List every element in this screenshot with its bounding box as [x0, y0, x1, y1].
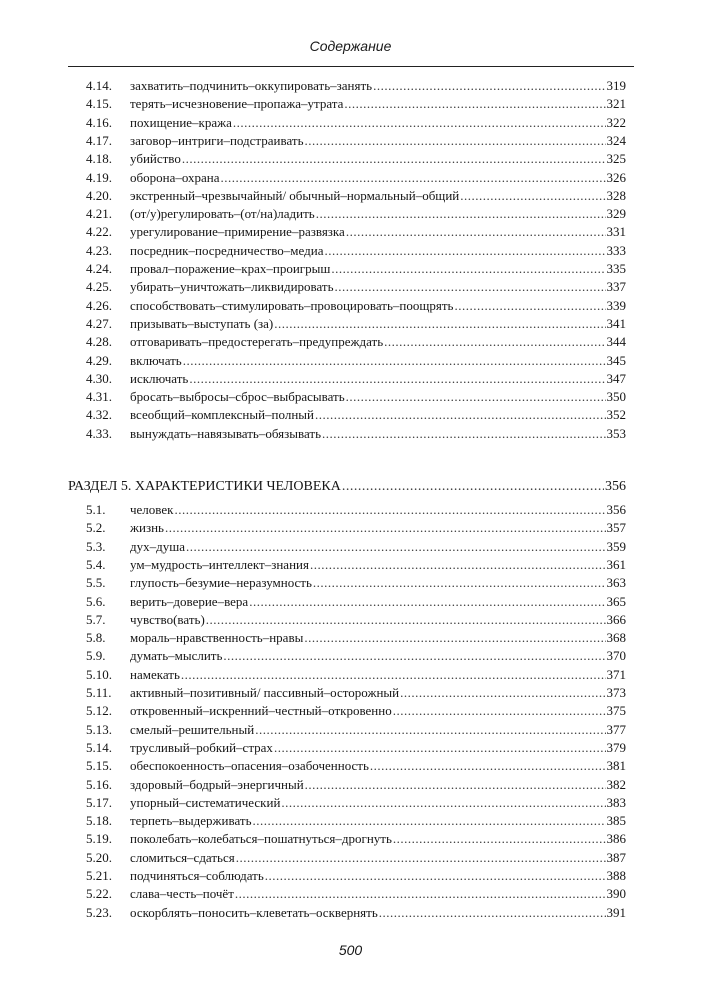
entry-page-number: 324 — [606, 132, 626, 148]
entry-page-number: 353 — [606, 425, 626, 441]
toc-entry[interactable] — [86, 720, 626, 740]
toc-entry[interactable] — [86, 405, 626, 425]
entry-page-number: 391 — [606, 904, 626, 920]
entry-page-number: 356 — [606, 502, 626, 517]
entry-title: (от/у)регулировать–(от/на)ладить — [130, 206, 315, 222]
entry-number: 5.16. — [86, 776, 112, 792]
entry-title: захватить–подчинить–оккупировать–занять — [130, 78, 373, 93]
toc-entry[interactable] — [86, 259, 626, 279]
dot-leader — [342, 477, 604, 497]
entry-page-number: 381 — [606, 758, 626, 774]
dot-leader — [221, 168, 606, 188]
entry-number: 5.21. — [86, 868, 112, 883]
entry-number: 5.17. — [86, 794, 112, 810]
entry-page-number: 390 — [606, 886, 626, 902]
entry-page-number: 331 — [606, 224, 626, 240]
dot-leader — [310, 555, 606, 575]
entry-page-number: 379 — [606, 739, 626, 755]
entry-page-number: 352 — [606, 407, 626, 423]
entry-page-number: 347 — [606, 370, 626, 386]
entry-number: 4.15. — [86, 96, 112, 112]
entry-number: 5.22. — [86, 886, 112, 902]
dot-leader — [255, 720, 605, 740]
entry-title: включать — [130, 352, 182, 368]
dot-leader — [249, 592, 605, 612]
toc-entry[interactable] — [86, 369, 626, 389]
dot-leader — [206, 610, 606, 630]
page-number: 500 — [338, 942, 363, 958]
dot-leader — [304, 628, 605, 648]
dot-leader — [313, 573, 606, 593]
dot-leader — [189, 369, 605, 389]
dot-leader — [344, 94, 605, 114]
toc-entry[interactable] — [86, 628, 626, 648]
toc-entry[interactable] — [86, 204, 626, 224]
entry-title: терять–исчезновение–пропажа–утрата — [130, 96, 344, 112]
entry-page-number: 361 — [606, 556, 626, 572]
dot-leader — [393, 829, 606, 849]
dot-leader — [281, 793, 605, 813]
dot-leader — [346, 222, 606, 242]
toc-entry[interactable] — [86, 332, 626, 352]
entry-page-number: 325 — [606, 151, 626, 167]
entry-page-number: 344 — [606, 334, 626, 350]
entry-page-number: 386 — [606, 831, 626, 847]
entry-page-number: 385 — [606, 813, 626, 829]
toc-entry[interactable] — [86, 775, 626, 795]
entry-page-number: 388 — [606, 868, 626, 883]
dot-leader — [265, 866, 606, 886]
toc-entry[interactable] — [86, 113, 626, 133]
entry-number: 4.29. — [86, 352, 112, 368]
dot-leader — [233, 113, 606, 133]
entry-title: урегулирование–примирение–развязка — [130, 224, 345, 240]
entry-title: исключать — [130, 370, 189, 386]
entry-number: 4.24. — [86, 261, 112, 276]
dot-leader — [373, 76, 605, 96]
toc-section-heading[interactable] — [68, 477, 626, 497]
entry-page-number: 368 — [606, 630, 626, 646]
entry-number: 4.30. — [86, 370, 112, 386]
entry-number: 4.33. — [86, 425, 112, 441]
entry-title: призывать–выступать (за) — [130, 315, 274, 331]
entry-title: жизнь — [130, 520, 164, 536]
entry-title: думать–мыслить — [130, 648, 223, 664]
entry-number: 5.13. — [86, 721, 112, 737]
entry-title: бросать–выбросы–сброс–выбрасывать — [130, 389, 345, 405]
toc-entry[interactable] — [86, 866, 626, 886]
entry-page-number: 359 — [606, 538, 626, 554]
entry-page-number: 382 — [606, 776, 626, 792]
entry-title: провал–поражение–крах–проигрыш — [130, 261, 331, 276]
entry-number: 5.18. — [86, 813, 112, 829]
toc-entry[interactable] — [86, 296, 626, 316]
dot-leader — [384, 332, 605, 352]
entry-number: 4.31. — [86, 389, 112, 405]
toc-entry[interactable] — [86, 277, 626, 297]
dot-leader — [324, 241, 605, 261]
entry-page-number: 365 — [606, 593, 626, 609]
dot-leader — [322, 424, 605, 444]
entry-number: 5.3. — [86, 538, 106, 554]
entry-number: 4.16. — [86, 114, 112, 130]
toc-entry[interactable] — [86, 701, 626, 721]
entry-page-number: 366 — [606, 611, 626, 627]
entry-page-number: 387 — [606, 849, 626, 865]
entry-title: посредник–посредничество–медиа — [130, 242, 324, 258]
dot-leader — [186, 537, 605, 557]
entry-number: 4.26. — [86, 297, 112, 313]
toc-entry[interactable] — [86, 241, 626, 261]
toc-entry[interactable] — [86, 131, 626, 151]
dot-leader — [305, 131, 606, 151]
toc-entry[interactable] — [86, 94, 626, 114]
entry-title: убийство — [130, 151, 181, 167]
entry-page-number: 345 — [606, 352, 626, 368]
entry-title: ум–мудрость–интеллект–знания — [130, 556, 309, 572]
dot-leader — [174, 500, 605, 520]
dot-leader — [274, 738, 606, 758]
entry-page-number: 377 — [606, 721, 626, 737]
entry-page-number: 357 — [606, 520, 626, 536]
toc-entry[interactable] — [86, 756, 626, 776]
entry-title: мораль–нравственность–нравы — [130, 630, 304, 646]
dot-leader — [253, 811, 606, 831]
entry-number: 5.23. — [86, 904, 112, 920]
toc-entry[interactable] — [86, 646, 626, 666]
entry-number: 4.21. — [86, 206, 112, 222]
entry-title: человек — [130, 502, 174, 517]
entry-number: 5.20. — [86, 849, 112, 865]
entry-number: 5.14. — [86, 739, 112, 755]
entry-title: терпеть–выдерживать — [130, 813, 252, 829]
entry-page-number: 326 — [606, 169, 626, 185]
entry-page-number: 370 — [606, 648, 626, 664]
dot-leader — [331, 259, 605, 279]
entry-number: 5.5. — [86, 575, 106, 591]
toc-entry[interactable] — [86, 665, 626, 685]
entry-title: чувство(вать) — [130, 611, 205, 627]
entry-number: 5.1. — [86, 502, 106, 517]
toc-entry[interactable] — [86, 555, 626, 575]
entry-number: 5.12. — [86, 703, 112, 719]
entry-number: 4.32. — [86, 407, 112, 423]
dot-leader — [393, 701, 606, 721]
entry-page-number: 371 — [606, 666, 626, 682]
toc-entry[interactable] — [86, 387, 626, 407]
toc-entry[interactable] — [86, 592, 626, 612]
toc-entry[interactable] — [86, 149, 626, 169]
entry-page-number: 341 — [606, 315, 626, 331]
dot-leader — [460, 186, 605, 206]
entry-title: убирать–уничтожать–ликвидировать — [130, 279, 334, 295]
entry-title: здоровый–бодрый–энергичный — [130, 776, 304, 792]
entry-title: оборона–охрана — [130, 169, 220, 185]
dot-leader — [400, 683, 605, 703]
entry-number: 5.8. — [86, 630, 106, 646]
entry-page-number: 321 — [606, 96, 626, 112]
entry-title: подчиняться–соблюдать — [130, 868, 264, 883]
entry-number: 5.19. — [86, 831, 112, 847]
section-title: РАЗДЕЛ 5. ХАРАКТЕРИСТИКИ ЧЕЛОВЕКА — [68, 479, 341, 494]
entry-title: откровенный–искренний–честный–откровенно — [130, 703, 392, 719]
entry-page-number: 337 — [606, 279, 626, 295]
entry-title: активный–позитивный/ пассивный–осторожный — [130, 685, 400, 700]
entry-title: оскорблять–поносить–клеветать–осквернять — [130, 904, 378, 920]
toc-entry[interactable] — [86, 903, 626, 923]
entry-page-number: 335 — [606, 261, 626, 276]
entry-page-number: 375 — [606, 703, 626, 719]
toc-entry[interactable] — [86, 884, 626, 904]
entry-title: отговаривать–предостерегать–предупреждать — [130, 334, 384, 350]
entry-title: слава–честь–почёт — [130, 886, 234, 902]
entry-title: смелый–решительный — [130, 721, 255, 737]
entry-number: 5.15. — [86, 758, 112, 774]
entry-number: 5.11. — [86, 685, 112, 700]
toc-entry[interactable] — [86, 314, 626, 334]
toc-entry[interactable] — [86, 537, 626, 557]
header-rule — [68, 66, 634, 67]
toc-entry[interactable] — [86, 811, 626, 831]
entry-title: похищение–кража — [130, 114, 232, 130]
dot-leader — [223, 646, 605, 666]
entry-number: 4.23. — [86, 242, 112, 258]
entry-page-number: 383 — [606, 794, 626, 810]
entry-number: 4.28. — [86, 334, 112, 350]
toc-entry[interactable] — [86, 683, 626, 703]
entry-number: 5.9. — [86, 648, 106, 664]
toc-entry[interactable] — [86, 186, 626, 206]
entry-title: вынуждать–навязывать–обязывать — [130, 425, 322, 441]
toc-entry[interactable] — [86, 793, 626, 813]
toc-entry[interactable] — [86, 829, 626, 849]
entry-title: экстренный–чрезвычайный/ обычный–нормальный–общий — [130, 187, 460, 203]
toc-entry[interactable] — [86, 848, 626, 868]
entry-number: 5.2. — [86, 520, 106, 536]
toc-entry[interactable] — [86, 424, 626, 444]
dot-leader — [182, 149, 606, 169]
dot-leader — [370, 756, 606, 776]
entry-title: сломиться–сдаться — [130, 849, 235, 865]
dot-leader — [305, 775, 606, 795]
entry-title: упорный–систематический — [130, 794, 281, 810]
dot-leader — [183, 351, 606, 371]
entry-title: обеспокоенность–опасения–озабоченность — [130, 758, 369, 774]
entry-number: 4.27. — [86, 315, 112, 331]
entry-title: дух–душа — [130, 538, 186, 554]
toc-entry[interactable] — [86, 610, 626, 630]
entry-page-number: 319 — [606, 78, 626, 93]
entry-number: 5.7. — [86, 611, 106, 627]
entry-page-number: 373 — [606, 685, 626, 700]
entry-title: намекать — [130, 666, 180, 682]
entry-page-number: 329 — [606, 206, 626, 222]
entry-page-number: 350 — [606, 389, 626, 405]
section-page-number: 356 — [605, 479, 626, 494]
dot-leader — [181, 665, 606, 685]
entry-title: глупость–безумие–неразумность — [130, 575, 312, 591]
entry-number: 5.10. — [86, 666, 112, 682]
entry-number: 5.6. — [86, 593, 106, 609]
toc-entry[interactable] — [86, 738, 626, 758]
entry-page-number: 328 — [606, 187, 626, 203]
entry-number: 4.25. — [86, 279, 112, 295]
dot-leader — [346, 387, 606, 407]
toc-entry[interactable] — [86, 573, 626, 593]
entry-number: 4.14. — [86, 78, 112, 93]
entry-page-number: 363 — [606, 575, 626, 591]
dot-leader — [274, 314, 605, 334]
toc-entry[interactable] — [86, 518, 626, 538]
running-header: Содержание — [309, 38, 392, 54]
toc-entry[interactable] — [86, 168, 626, 188]
entry-title: заговор–интриги–подстраивать — [130, 132, 304, 148]
dot-leader — [316, 204, 606, 224]
entry-title: поколебать–колебаться–пошатнуться–дрогнуть — [130, 831, 392, 847]
toc-entry[interactable] — [86, 500, 626, 520]
entry-number: 4.18. — [86, 151, 112, 167]
toc-entry[interactable] — [86, 351, 626, 371]
entry-number: 4.20. — [86, 187, 112, 203]
dot-leader — [315, 405, 606, 425]
entry-number: 4.17. — [86, 132, 112, 148]
toc-entry[interactable] — [86, 76, 626, 96]
entry-number: 4.19. — [86, 169, 112, 185]
dot-leader — [454, 296, 605, 316]
entry-page-number: 333 — [606, 242, 626, 258]
entry-title: верить–доверие–вера — [130, 593, 249, 609]
dot-leader — [379, 903, 606, 923]
entry-title: способствовать–стимулировать–провоцировать–поощрять — [130, 297, 454, 313]
entry-page-number: 339 — [606, 297, 626, 313]
dot-leader — [335, 277, 606, 297]
entry-number: 5.4. — [86, 556, 106, 572]
entry-number: 4.22. — [86, 224, 112, 240]
toc-entry[interactable] — [86, 222, 626, 242]
dot-leader — [235, 884, 606, 904]
entry-page-number: 322 — [606, 114, 626, 130]
dot-leader — [236, 848, 606, 868]
dot-leader — [165, 518, 606, 538]
entry-title: трусливый–робкий–страх — [130, 739, 273, 755]
entry-title: всеобщий–комплексный–полный — [130, 407, 314, 423]
